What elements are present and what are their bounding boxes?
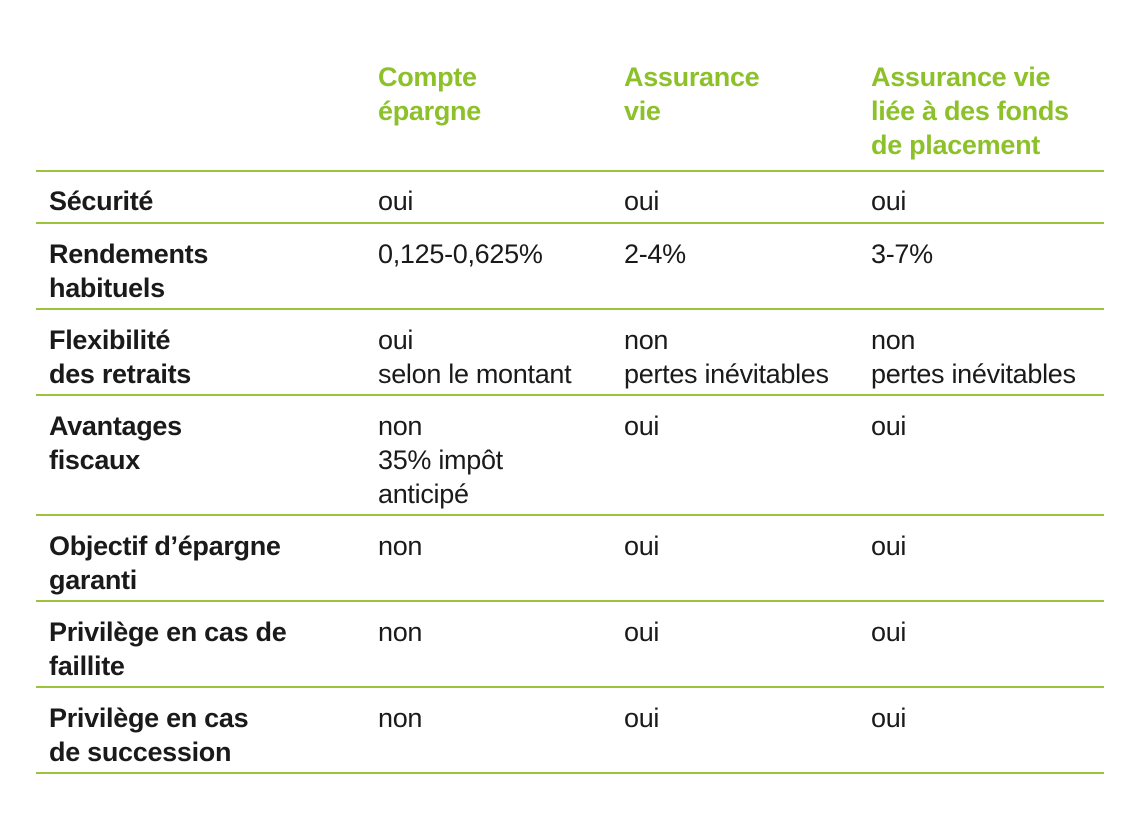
table-cell: non: [378, 617, 423, 647]
table-row-rendements: [36, 224, 1104, 310]
comparison-table: [36, 60, 1104, 774]
header-empty-cell: [36, 60, 378, 170]
table-cell: 2-4%: [624, 239, 686, 269]
row-label: Objectif d’épargne garanti: [49, 531, 281, 595]
row-label: Rendements habituels: [49, 239, 209, 303]
table-cell: oui: [871, 411, 907, 441]
table-cell: oui: [378, 186, 414, 216]
table-cell: oui: [871, 617, 907, 647]
table-cell: oui: [871, 531, 907, 561]
table-row-privilege-faillite: [36, 602, 1104, 688]
table-row-avantages-fiscaux: [36, 396, 1104, 516]
header-assurance-vie-fonds: Assurance vie liée à des fonds de placement: [871, 62, 1069, 160]
table-cell: oui: [871, 703, 907, 733]
row-label: Avantages fiscaux: [49, 411, 182, 475]
table-cell: oui: [624, 186, 660, 216]
table-cell: oui: [624, 531, 660, 561]
table-cell: non pertes inévitables: [624, 325, 829, 389]
table-header-row: [36, 60, 1104, 172]
header-compte-epargne: Compte épargne: [378, 62, 481, 126]
table-cell: oui: [624, 703, 660, 733]
table-cell: non pertes inévitables: [871, 325, 1076, 389]
row-label: Privilège en cas de succession: [49, 703, 249, 767]
table-cell: oui: [871, 186, 907, 216]
table-cell: oui: [624, 617, 660, 647]
row-label: Flexibilité des retraits: [49, 325, 191, 389]
table-cell: non: [378, 531, 423, 561]
header-assurance-vie: Assurance vie: [624, 62, 760, 126]
row-label: Sécurité: [49, 186, 154, 216]
table-cell: 3-7%: [871, 239, 933, 269]
table-row-privilege-succession: [36, 688, 1104, 774]
table-cell: oui selon le montant: [378, 325, 572, 389]
table-cell: 0,125-0,625%: [378, 239, 543, 269]
row-label: Privilège en cas de faillite: [49, 617, 287, 681]
table-cell: non 35% impôt anticipé: [378, 411, 503, 509]
table-cell: oui: [624, 411, 660, 441]
table-row-securite: [36, 172, 1104, 224]
table-row-flexibilite: [36, 310, 1104, 396]
table-row-objectif-epargne: [36, 516, 1104, 602]
table-cell: non: [378, 703, 423, 733]
